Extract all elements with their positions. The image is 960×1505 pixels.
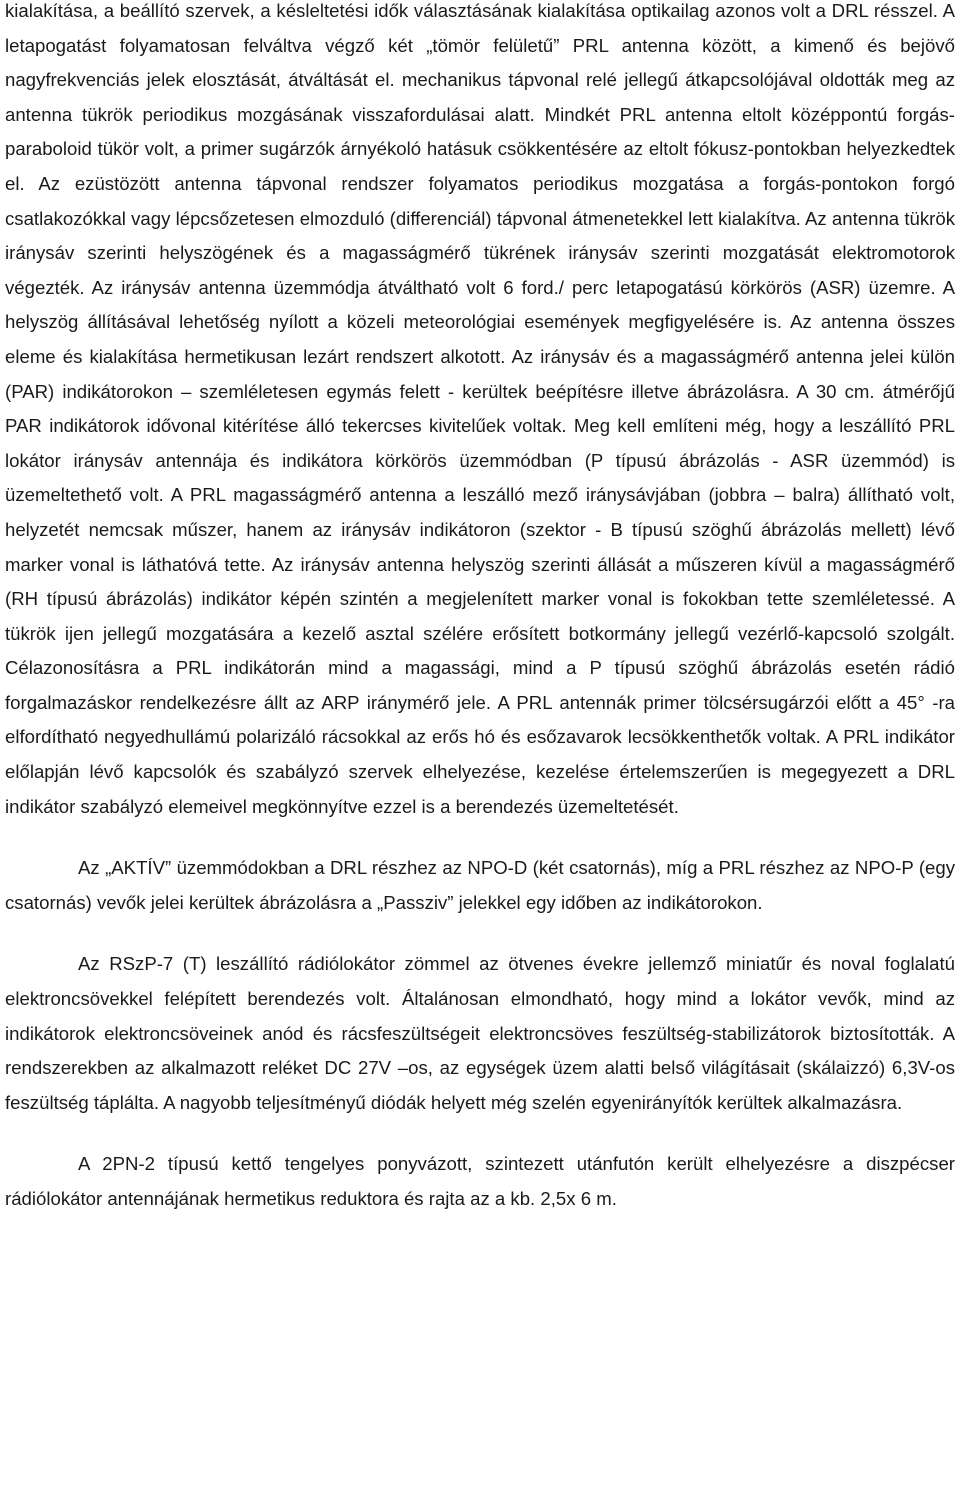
paragraph-antenna-description: kialakítása, a beállító szervek, a késleltetési idők választásának kialakítása optikailag azonos volt a DRL résszel. A letapogatást folyamatosan felváltva végző két „tömör felületű” PRL antenna között, a kimenő és bejövő nagyfrekvenciás jelek elosztását, átváltását el. mechanikus tápvonal relé jellegű átkapcsolójával oldották meg az antenna tükrök periodikus mozgásának visszafordulásai alatt. Mindkét PRL antenna eltolt középpontú forgás-paraboloid tükör volt, a primer sugárzók árnyékoló hatásuk csökkentésére az eltolt fókusz-pontokban helyezkedtek el. Az ezüstözött antenna tápvonal rendszer folyamatos periodikus mozgatása a forgás-pontokon forgó csatlakozókkal vagy lépcsőzetesen elmozduló (differenciál) tápvonal átmenetekkel lett kialakítva. Az antenna tükrök iránysáv szerinti helyszögének és a magasságmérő tükrének iránysáv szerinti mozgatását elektromotorok végezték. Az iránysáv antenna üzemmódja átváltható volt 6 ford./ perc letapogatású körkörös (ASR) üzemre. A helyszög állításával lehetőség nyílott a közeli meteorológiai események megfigyelésére is. Az antenna összes eleme és kialakítása hermetikusan lezárt rendszert alkotott. Az iránysáv és a magasságmérő antenna jelei külön (PAR) indikátorokon – szemléletesen egymás felett - kerültek beépítésre illetve ábrázolásra. A 30 cm. átmérőjű PAR indikátorok idővonal kitérítése álló tekercses kivitelűek voltak. Meg kell említeni még, hogy a leszállító PRL lokátor iránysáv antennája és indikátora körkörös üzemmódban (P típusú ábrázolás - ASR üzemmód) is üzemeltethető volt. A PRL magasságmérő antenna a leszálló mező iránysávjában (jobbra – balra) állítható volt, helyzetét nemcsak műszer, hanem az iránysáv indikátoron (szektor - B típusú szöghű ábrázolás mellett) lévő marker vonal is láthatóvá tette. Az iránysáv antenna helyszög szerinti állását a műszeren kívül a magasságmérő (RH típusú ábrázolás) indikátor képén szintén a megjelenített marker vonal is fokokban tette szemléletessé. A tükrök ijen jellegű mozgatására a kezelő asztal szélére erősített botkormány jellegű vezérlő-kapcsoló szolgált. Célazonosításra a PRL indikátorán mind a magassági, mind a P típusú szöghű ábrázolás esetén rádió forgalmazáskor rendelkezésre állt az ARP iránymérő jele. A PRL antennák primer tölcsérsugárzói előtt a 45° -ra elfordítható negyedhullámú polarizáló rácsokkal az erős hó és esőzavarok lecsökkenthetők voltak. A PRL indikátor előlapján lévő kapcsolók és szabályzó szervek elhelyezése, kezelése értelemszerűen is megegyezett a DRL indikátor szabályzó elemeivel megkönnyítve ezzel is a berendezés üzemeltetését.: [5, 0, 955, 817]
paragraph-rszp7-electronics: Az RSzP-7 (T) leszállító rádiólokátor zömmel az ötvenes évekre jellemző miniatűr és noval foglalatú elektroncsövekkel felépített berendezés volt. Általánosan elmondható, hogy mind a lokátor vevők, mind az indikátorok elektroncsöveinek anód és rácsfeszültségeit elektroncsöves feszültség-stabilizátorok biztosították. A rendszerekben az alkalmazott reléket DC 27V –os, az egységek üzem alatti belső világításait (skálaizzó) 6,3V-os feszültség táplálta. A nagyobb teljesítményű diódák helyett még szelén egyenirányítók kerültek alkalmazásra.: [5, 953, 955, 1113]
paragraph-active-modes: Az „AKTÍV” üzemmódokban a DRL részhez az NPO-D (két csatornás), míg a PRL részhez az NPO-P (egy csatornás) vevők jelei kerültek ábrázolásra a „Passziv” jelekkel egy időben az indikátorokon.: [5, 857, 955, 913]
paragraph-2pn2-trailer: A 2PN-2 típusú kettő tengelyes ponyvázott, szintezett utánfutón került elhelyezésre a diszpécser rádiólokátor antennájának hermetikus reduktora és rajta az a kb. 2,5x 6 m.: [5, 1153, 955, 1209]
document-page: [5, 0, 955, 1217]
